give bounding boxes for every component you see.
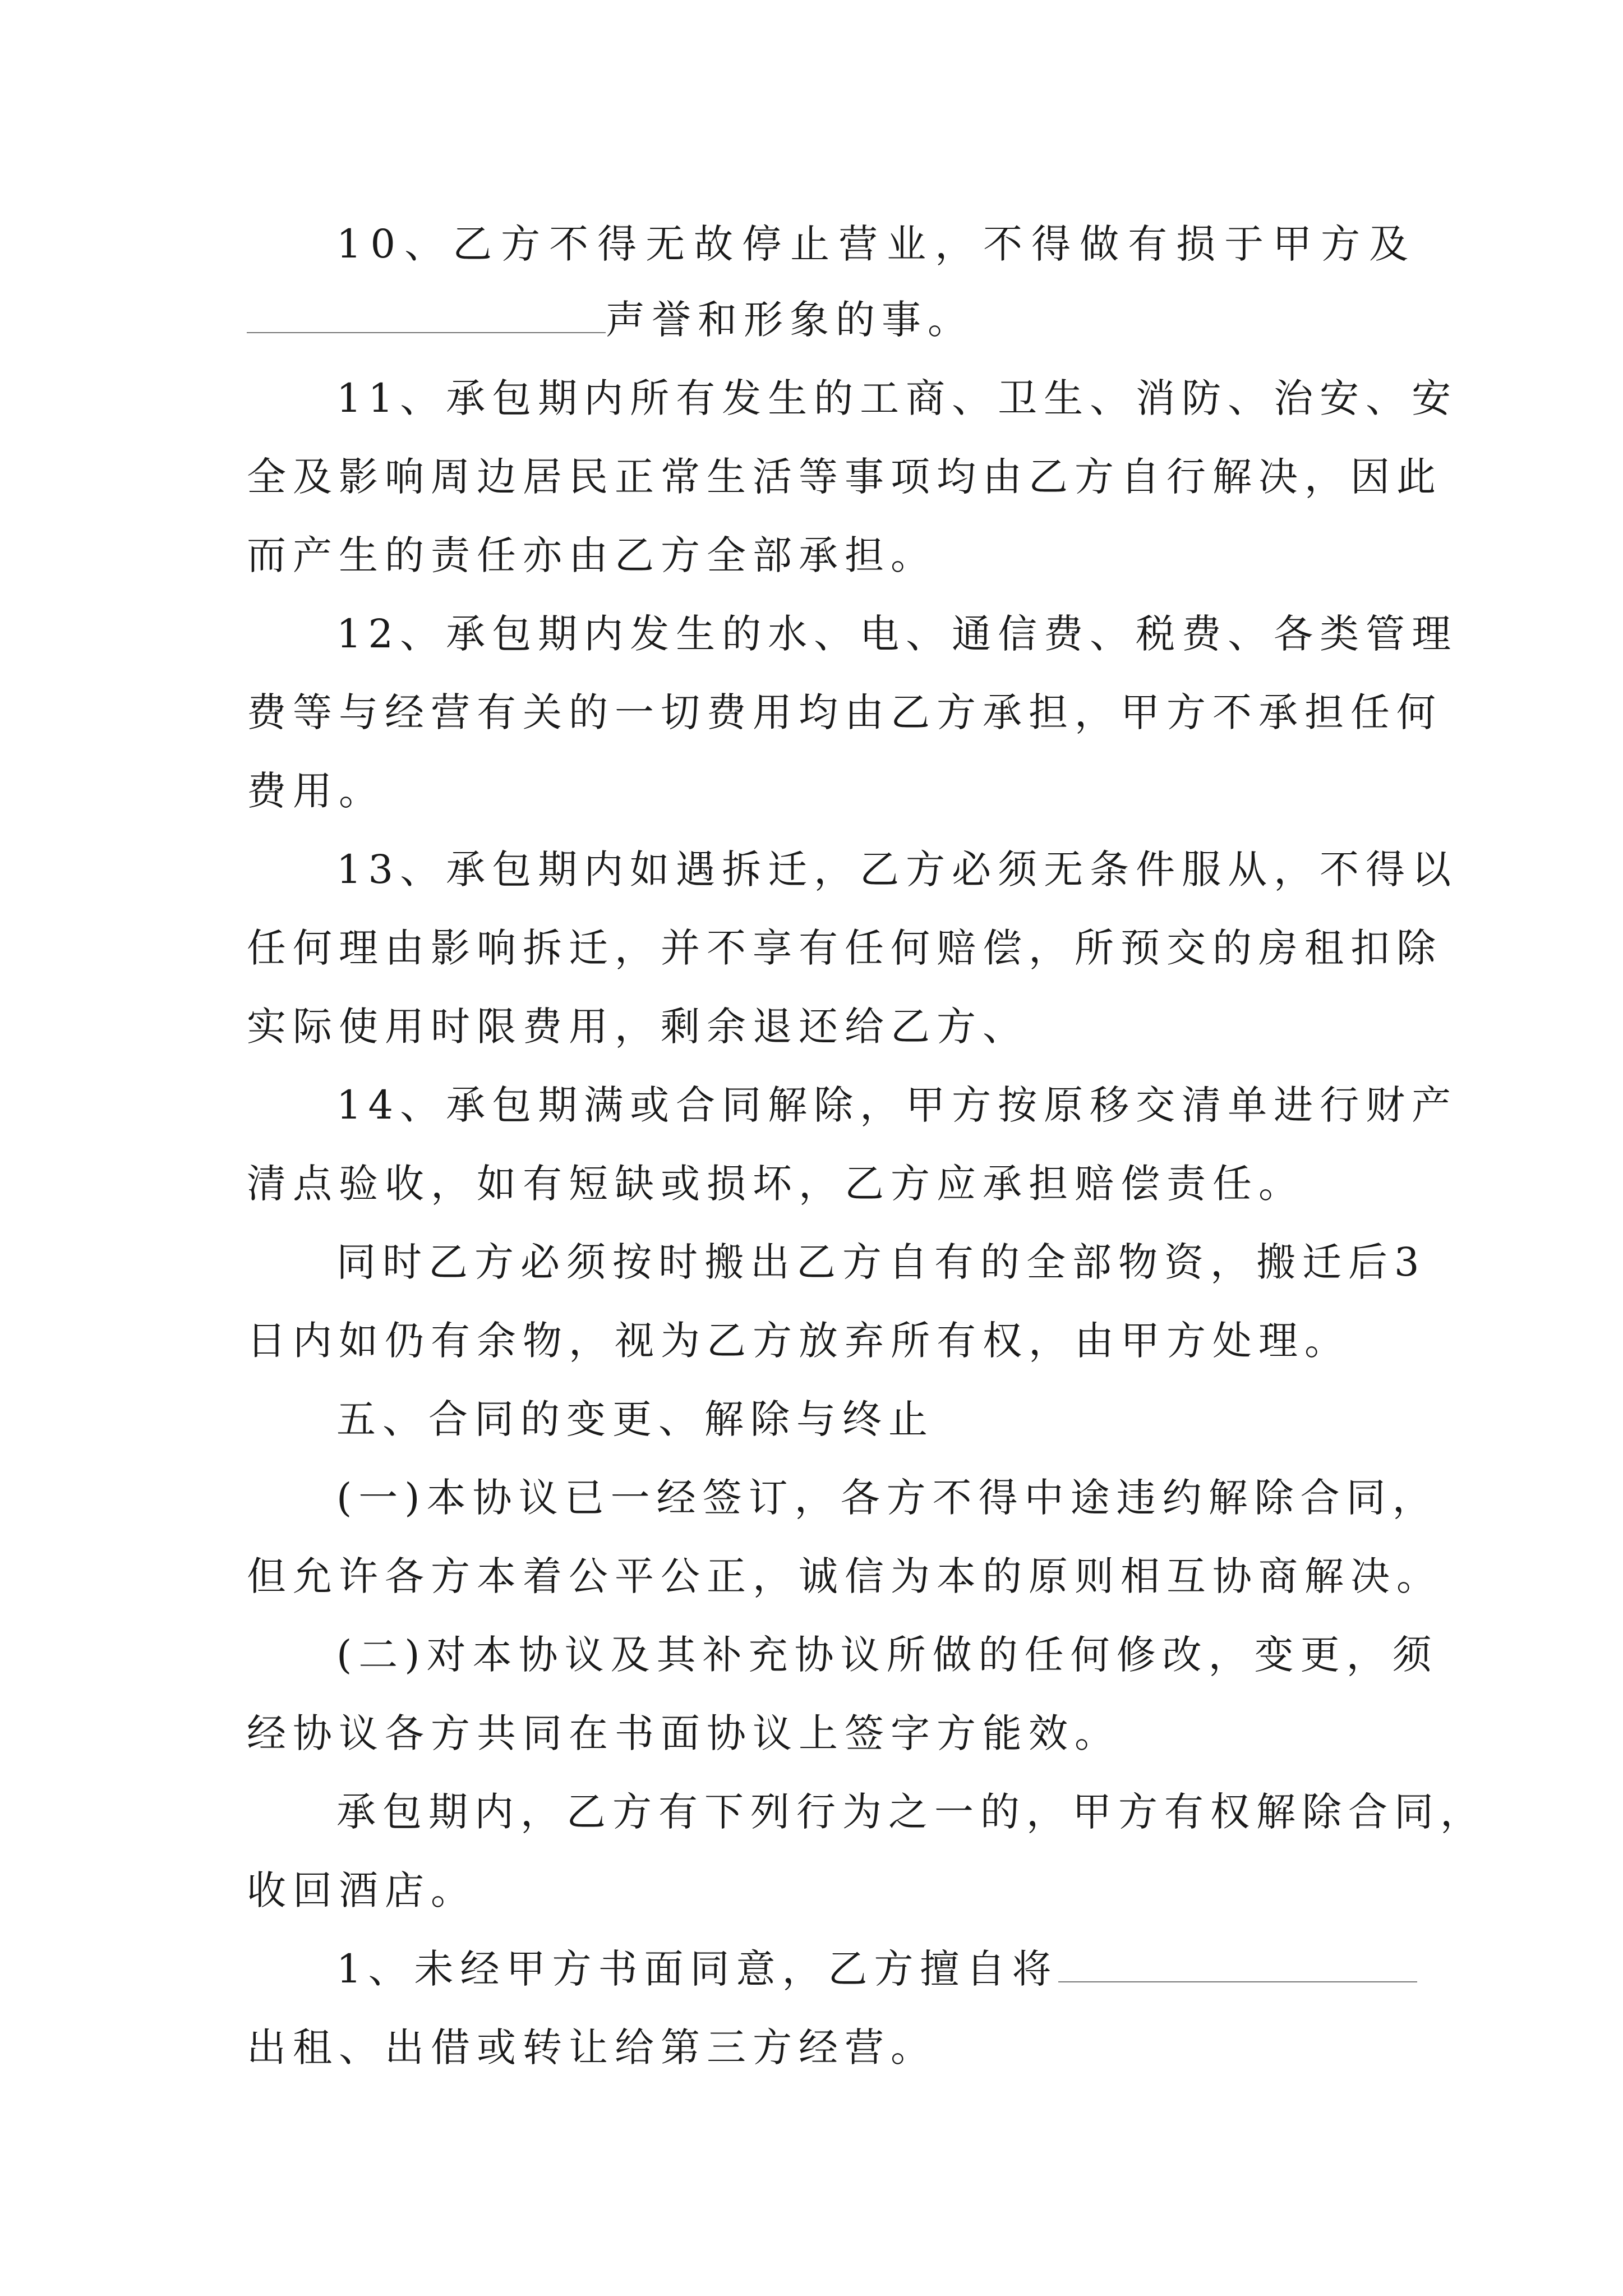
text-span: 出租、出借或转让给第三方经营。 — [247, 2024, 937, 2070]
text-span: 任何理由影响拆迁，并不享有任何赔偿，所预交的房租扣除 — [247, 925, 1442, 971]
paragraph-12-line-3 — [247, 752, 1391, 830]
paragraph-relocation-line-1 — [336, 1223, 1426, 1301]
text-span: 费用。 — [247, 768, 385, 814]
text-span: 费等与经营有关的一切费用均由乙方承担，甲方不承担任何 — [247, 689, 1442, 735]
paragraph-11-line-3 — [247, 516, 1391, 595]
text-span: 五、合同的变更、解除与终止 — [336, 1396, 934, 1442]
text-span: 13、承包期内如遇拆迁，乙方必须无条件服从，不得以 — [336, 846, 1458, 892]
text-span: 声誉和形象的事。 — [606, 297, 974, 343]
paragraph-10-line-2 — [247, 280, 1391, 359]
paragraph-13-line-2 — [247, 909, 1442, 987]
paragraph-relocation-line-2 — [247, 1301, 1391, 1380]
section-heading — [336, 1380, 1391, 1458]
termination-intro-line-1 — [336, 1773, 1486, 1851]
termination-intro-line-2 — [247, 1851, 1391, 1930]
blank-fill-line — [247, 293, 606, 333]
termination-item-1-line-2 — [247, 2008, 1391, 2087]
text-span: 14、承包期满或合同解除，甲方按原移交清单进行财产 — [336, 1082, 1458, 1128]
clause-2-line-2 — [247, 1694, 1391, 1773]
text-span: 同时乙方必须按时搬出乙方自有的全部物资，搬迁后3 — [336, 1239, 1426, 1285]
paragraph-11-line-2 — [247, 438, 1442, 516]
text-span: 全及影响周边居民正常生活等事项均由乙方自行解决，因此 — [247, 454, 1442, 500]
text-span: 日内如仍有余物，视为乙方放弃所有权，由甲方处理。 — [247, 1318, 1350, 1364]
text-span: 清点验收，如有短缺或损坏，乙方应承担赔偿责任。 — [247, 1161, 1304, 1207]
clause-1-line-1 — [336, 1458, 1438, 1537]
paragraph-13-line-1 — [336, 830, 1458, 909]
paragraph-12-line-1 — [336, 595, 1458, 673]
text-span: 收回酒店。 — [247, 1867, 477, 1913]
clause-1-line-2 — [247, 1537, 1442, 1616]
text-span: 承包期内，乙方有下列行为之一的，甲方有权解除合同， — [336, 1789, 1486, 1835]
paragraph-11-line-1 — [336, 359, 1458, 438]
text-span: 而产生的责任亦由乙方全部承担。 — [247, 532, 937, 578]
text-span: 11、承包期内所有发生的工商、卫生、消防、治安、安 — [336, 375, 1458, 421]
paragraph-14-line-1 — [336, 1066, 1458, 1144]
text-span: 实际使用时限费用，剩余退还给乙方、 — [247, 1004, 1029, 1050]
paragraph-14-line-2 — [247, 1144, 1391, 1223]
paragraph-12-line-2 — [247, 673, 1442, 752]
paragraph-10-line-1 — [336, 205, 1418, 283]
text-span: 10、乙方不得无故停止营业，不得做有损于甲方及 — [336, 221, 1418, 267]
text-span: (二)对本协议及其补充协议所做的任何修改，变更，须 — [336, 1632, 1438, 1678]
text-span: 但允许各方本着公平公正，诚信为本的原则相互协商解决。 — [247, 1553, 1442, 1599]
text-span: 1、未经甲方书面同意，乙方擅自将 — [336, 1946, 1058, 1992]
termination-item-1-line-1 — [336, 1930, 1391, 2008]
text-span: 经协议各方共同在书面协议上签字方能效。 — [247, 1710, 1121, 1756]
text-span: 12、承包期内发生的水、电、通信费、税费、各类管理 — [336, 611, 1458, 657]
paragraph-13-line-3 — [247, 987, 1391, 1066]
blank-fill-line — [1058, 1942, 1417, 1982]
text-span: (一)本协议已一经签订，各方不得中途违约解除合同， — [336, 1475, 1438, 1521]
clause-2-line-1 — [336, 1616, 1438, 1694]
